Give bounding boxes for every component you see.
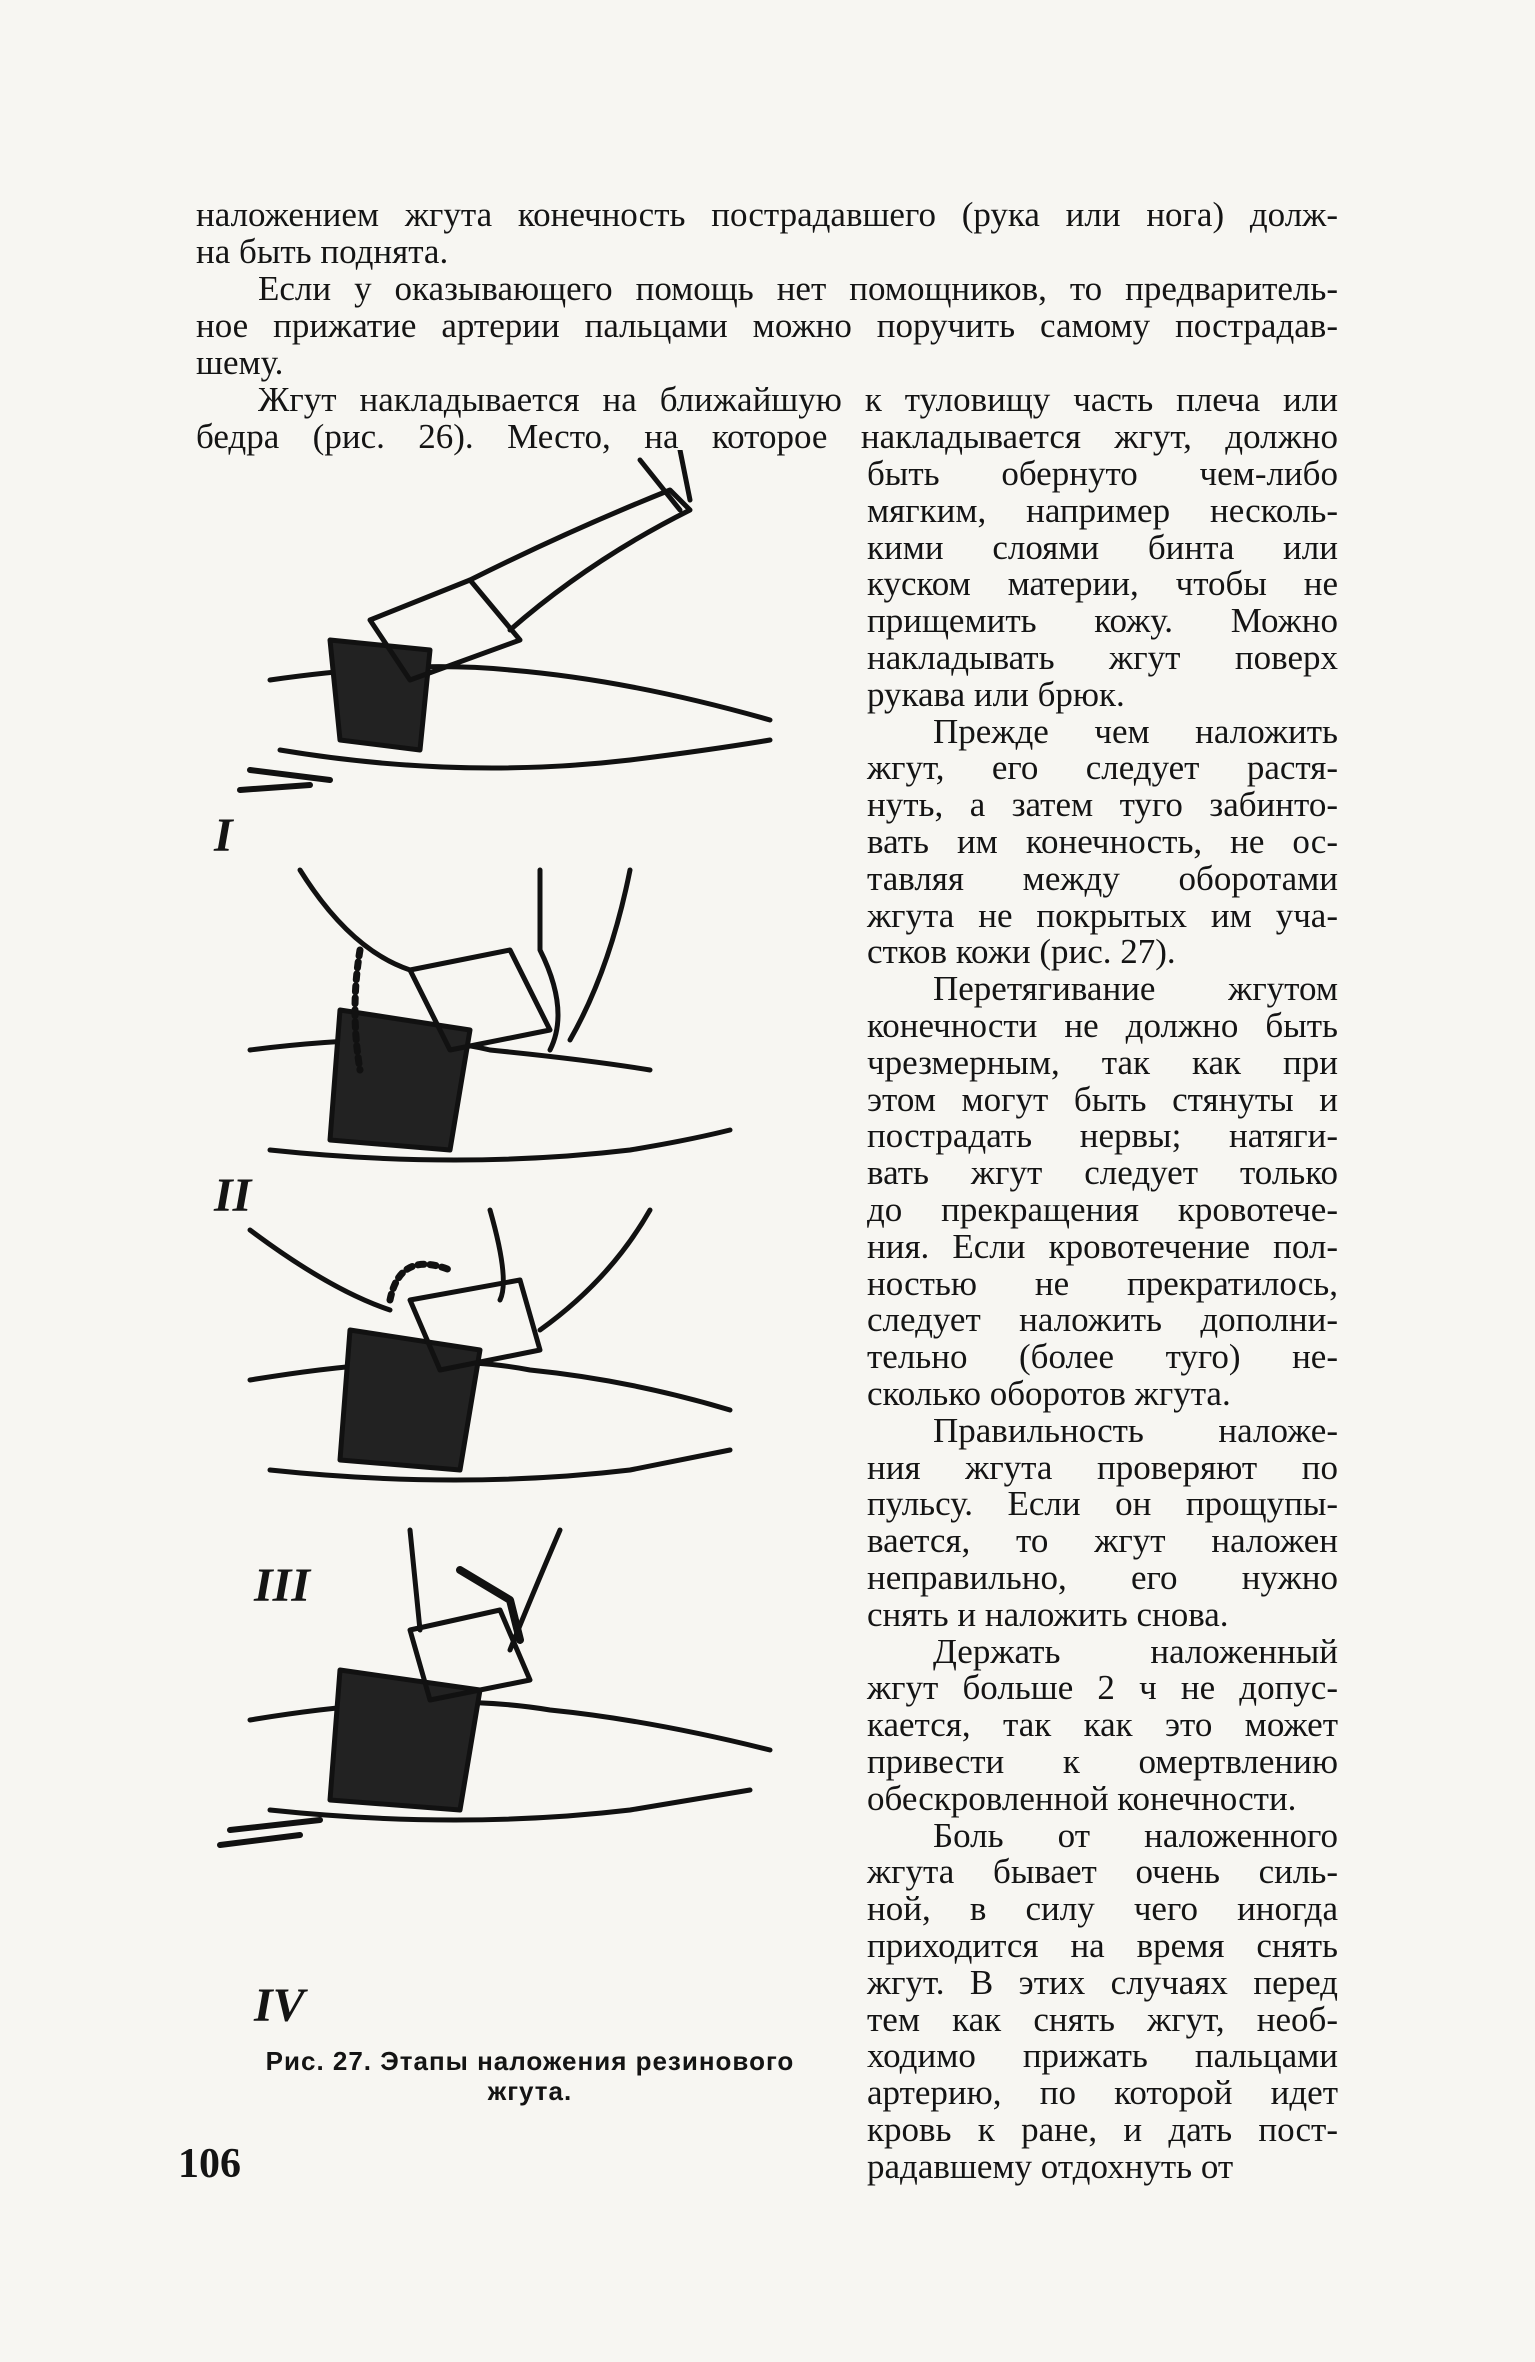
text-line: кается, так как это может (867, 1705, 1338, 1745)
page-number: 106 (178, 2141, 241, 2187)
figure-caption: Рис. 27. Этапы наложения резинового (265, 2046, 795, 2076)
text-line: артерию, по которой идет (867, 2073, 1338, 2113)
text-line: стков кожи (рис. 27). (867, 932, 1176, 972)
text-line: ния. Если кровотечение пол- (867, 1226, 1338, 1266)
text-line: Перетягивание жгутом (933, 969, 1338, 1009)
text-line: вать жгут следует только (867, 1153, 1338, 1193)
text-line: вать им конечность, не ос- (867, 822, 1338, 861)
text-line: Правильность наложе- (933, 1410, 1338, 1450)
text-line: пострадать нервы; натяги- (867, 1116, 1338, 1156)
text-line: жгута не покрытых им уча- (867, 895, 1338, 935)
text-line: Если у оказывающего помощь нет помощников, то предваритель- (258, 269, 1338, 308)
text-line: жгут, его следует растя- (867, 748, 1338, 788)
text-line: тавляя между оборотами (867, 858, 1338, 898)
stage-label: II (214, 1169, 252, 1222)
text-line: жгут больше 2 ч не допус- (867, 1668, 1338, 1708)
text-line: куском материи, чтобы не (867, 564, 1338, 604)
text-line: прищемить кожу. Можно (867, 601, 1338, 641)
text-line: рукава или брюк. (867, 674, 1125, 714)
text-line: кими слоями бинта или (867, 527, 1338, 567)
stage-3-drawing (250, 1210, 730, 1480)
text-line: конечности не должно быть (867, 1006, 1338, 1045)
tourniquet-drawings (210, 450, 850, 2050)
stage-label: IV (254, 1979, 305, 2032)
text-line: приходится на время снять (867, 1926, 1338, 1965)
text-line: привести к омертвлению (867, 1742, 1338, 1781)
text-line: кровь к ране, и дать пост- (867, 2110, 1338, 2149)
text-line: накладывать жгут поверх (867, 638, 1338, 677)
stage-label: I (214, 809, 233, 862)
figure-illustration (210, 450, 850, 2050)
stage-label: III (254, 1559, 311, 1612)
text-line: чрезмерным, так как при (867, 1042, 1338, 1082)
text-line: до прекращения кровотече- (867, 1190, 1338, 1229)
text-line: нуть, а затем туго забинто- (867, 785, 1338, 825)
text-line: радавшему отдохнуть от (867, 2146, 1234, 2186)
text-line: ное прижатие артерии пальцами можно поручить самому пострадав- (196, 306, 1338, 345)
text-line: жгута бывает очень силь- (867, 1852, 1338, 1892)
text-line: на быть поднята. (196, 232, 449, 271)
text-line: пульсу. Если он прощупы- (867, 1484, 1338, 1524)
stage-1-drawing (240, 450, 770, 790)
text-line: ной, в силу чего иногда (867, 1889, 1338, 1929)
stage-2-drawing (250, 870, 730, 1160)
text-line: Боль от наложенного (933, 1815, 1338, 1855)
text-line: вается, то жгут наложен (867, 1521, 1338, 1561)
text-line: неправильно, его нужно (867, 1558, 1338, 1597)
text-line: тельно (более туго) не- (867, 1337, 1338, 1377)
text-line: жгут. В этих случаях перед (867, 1962, 1338, 2002)
text-line: следует наложить дополни- (867, 1300, 1338, 1340)
text-line: Жгут накладывается на ближайшую к туловищу часть плеча или (258, 380, 1338, 419)
text-line: сколько оборотов жгута. (867, 1374, 1231, 1413)
text-line: этом могут быть стянуты и (867, 1079, 1338, 1119)
text-line: наложением жгута конечность пострадавшего (рука или нога) долж- (196, 195, 1338, 234)
text-line: тем как снять жгут, необ- (867, 1999, 1338, 2039)
text-line: быть обернуто чем-либо (867, 454, 1338, 493)
text-line: шему. (196, 343, 284, 382)
text-line: Прежде чем наложить (933, 711, 1338, 751)
figure-caption: жгута. (487, 2076, 573, 2106)
text-line: ностью не прекратилось, (867, 1263, 1338, 1303)
text-line: обескровленной конечности. (867, 1778, 1297, 1818)
text-line: мягким, например несколь- (867, 490, 1338, 530)
text-line: ния жгута проверяют по (867, 1447, 1338, 1487)
text-line: ходимо прижать пальцами (867, 2036, 1338, 2076)
text-line: Держать наложенный (933, 1631, 1338, 1671)
text-line: бедра (рис. 26). Место, на которое накладывается жгут, должно (196, 417, 1338, 456)
text-line: снять и наложить снова. (867, 1594, 1229, 1634)
